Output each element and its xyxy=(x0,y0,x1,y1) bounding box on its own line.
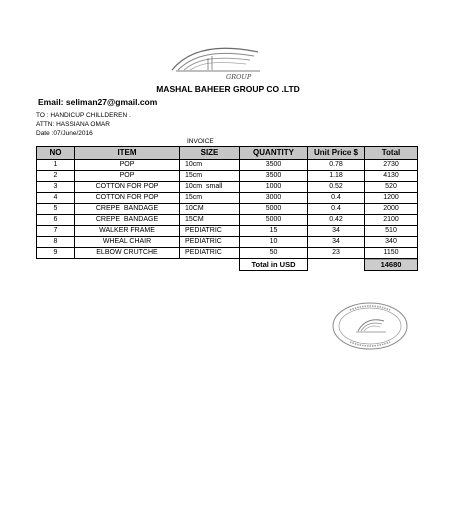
row-size: PEDIATRIC xyxy=(180,248,240,259)
row-no: 9 xyxy=(37,248,75,259)
logo-wordmark: GROUP xyxy=(226,73,252,81)
row-size: 10cm small xyxy=(180,182,240,193)
row-quantity: 5000 xyxy=(240,215,308,226)
row-item: CREPE BANDAGE xyxy=(75,204,180,215)
row-item: WALKER FRAME xyxy=(75,226,180,237)
total-row xyxy=(37,259,418,271)
row-size: PEDIATRIC xyxy=(180,226,240,237)
row-item: COTTON FOR POP xyxy=(75,182,180,193)
row-quantity: 1000 xyxy=(240,182,308,193)
total-label: Total in USD xyxy=(240,259,308,271)
column-header-size: SIZE xyxy=(180,147,240,160)
row-total: 340 xyxy=(365,237,418,248)
row-item: POP xyxy=(75,171,180,182)
row-unit-price: 23 xyxy=(308,248,365,259)
row-total: 510 xyxy=(365,226,418,237)
row-size: 15cm xyxy=(180,193,240,204)
row-unit-price: 34 xyxy=(308,226,365,237)
invoice-title: INVOICE xyxy=(187,138,214,145)
row-quantity: 15 xyxy=(240,226,308,237)
row-total: 2000 xyxy=(365,204,418,215)
company-name: MASHAL BAHEER GROUP CO .LTD xyxy=(156,84,300,94)
row-total: 4130 xyxy=(365,171,418,182)
table-row xyxy=(37,226,418,237)
company-logo xyxy=(168,44,264,84)
row-no: 1 xyxy=(37,160,75,171)
date-line: Date :07/June/2016 xyxy=(36,130,93,137)
row-item: POP xyxy=(75,160,180,171)
row-item: CREPE BANDAGE xyxy=(75,215,180,226)
row-item: WHEAL CHAIR xyxy=(75,237,180,248)
row-quantity: 10 xyxy=(240,237,308,248)
row-size: PEDIATRIC xyxy=(180,237,240,248)
table-row xyxy=(37,171,418,182)
table-row xyxy=(37,193,418,204)
row-no: 7 xyxy=(37,226,75,237)
column-header-no: NO xyxy=(37,147,75,160)
row-no: 3 xyxy=(37,182,75,193)
row-size: 10cm xyxy=(180,160,240,171)
table-row xyxy=(37,215,418,226)
table-header-row xyxy=(37,147,418,160)
table-row xyxy=(37,237,418,248)
attention-line: ATTN: HASSIANA OMAR xyxy=(36,121,110,128)
row-item: COTTON FOR POP xyxy=(75,193,180,204)
invoice-table xyxy=(36,146,418,271)
row-item: ELBOW CRUTCHE xyxy=(75,248,180,259)
row-no: 2 xyxy=(37,171,75,182)
row-total: 2100 xyxy=(365,215,418,226)
row-no: 5 xyxy=(37,204,75,215)
row-unit-price: 1.18 xyxy=(308,171,365,182)
recipient-line: TO : HANDICUP CHILLDEREN . xyxy=(36,112,131,119)
row-total: 520 xyxy=(365,182,418,193)
row-unit-price: 0.78 xyxy=(308,160,365,171)
row-total: 1150 xyxy=(365,248,418,259)
row-no: 8 xyxy=(37,237,75,248)
row-unit-price: 0.4 xyxy=(308,193,365,204)
email-line: Email: seliman27@gmail.com xyxy=(38,97,158,107)
row-quantity: 5000 xyxy=(240,204,308,215)
row-unit-price: 0.4 xyxy=(308,204,365,215)
row-total: 1200 xyxy=(365,193,418,204)
table-row xyxy=(37,204,418,215)
row-size: 15CM xyxy=(180,215,240,226)
column-header-unit-price: Unit Price $ xyxy=(308,147,365,160)
row-quantity: 50 xyxy=(240,248,308,259)
row-quantity: 3500 xyxy=(240,160,308,171)
row-quantity: 3500 xyxy=(240,171,308,182)
row-unit-price: 34 xyxy=(308,237,365,248)
column-header-quantity: QUANTITY xyxy=(240,147,308,160)
row-total: 2730 xyxy=(365,160,418,171)
total-value: 14680 xyxy=(365,259,418,271)
table-row xyxy=(37,248,418,259)
table-row xyxy=(37,160,418,171)
column-header-total: Total xyxy=(365,147,418,160)
company-stamp xyxy=(330,300,410,352)
row-unit-price: 0.42 xyxy=(308,215,365,226)
row-quantity: 3000 xyxy=(240,193,308,204)
row-size: 15cm xyxy=(180,171,240,182)
column-header-item: ITEM xyxy=(75,147,180,160)
row-unit-price: 0.52 xyxy=(308,182,365,193)
table-row xyxy=(37,182,418,193)
row-no: 6 xyxy=(37,215,75,226)
row-size: 10CM xyxy=(180,204,240,215)
row-no: 4 xyxy=(37,193,75,204)
